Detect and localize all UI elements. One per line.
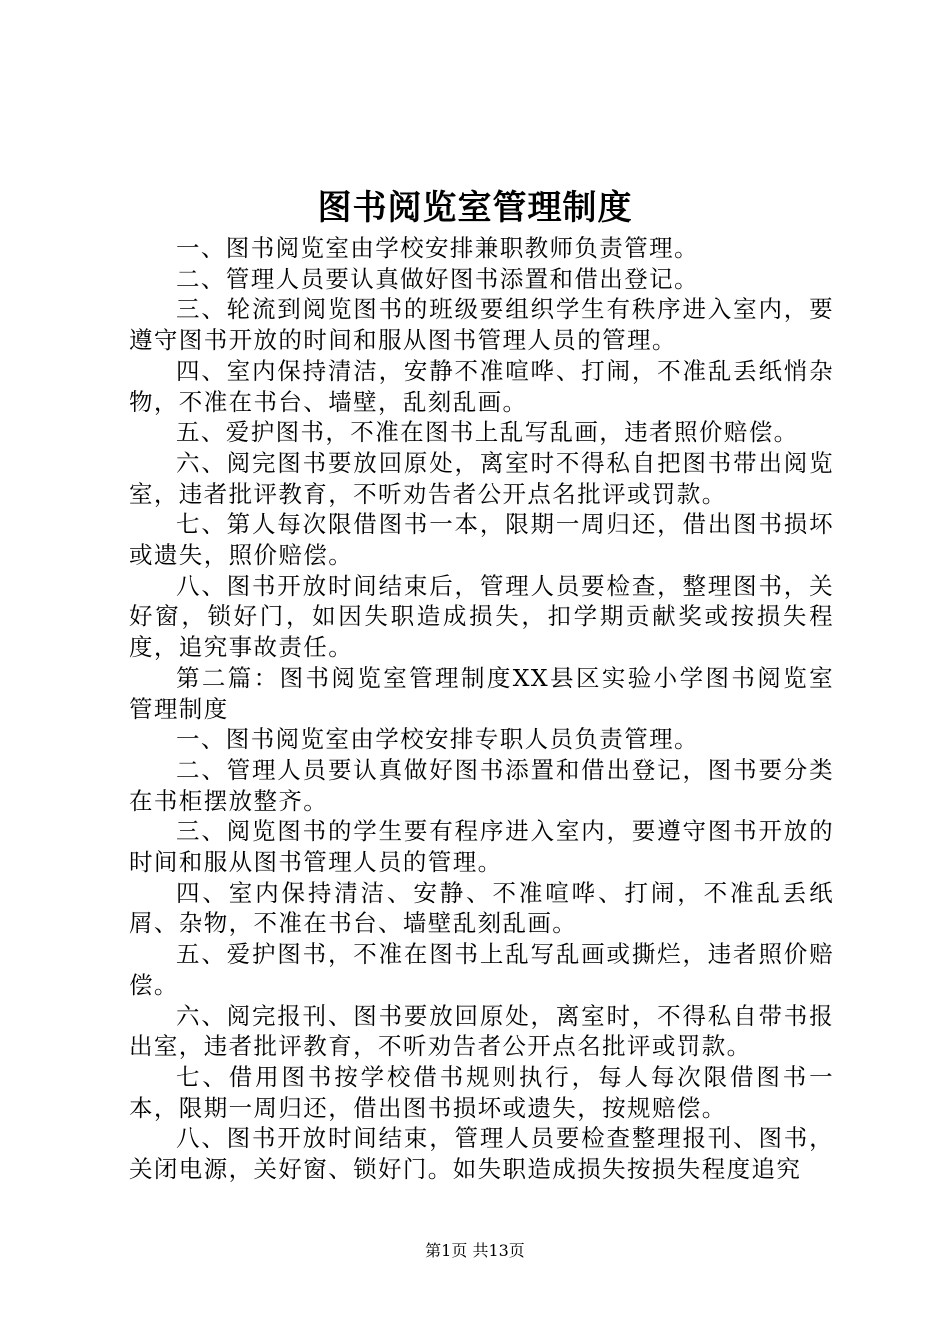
section-heading: 第二篇：图书阅览室管理制度XX县区实验小学图书阅览室管理制度: [129, 663, 834, 723]
paragraph: 四、室内保持清洁，安静不准喧哗、打闹，不准乱丢纸悄杂物，不准在书台、墙壁，乱刻乱画。: [129, 356, 834, 416]
paragraph: 五、爱护图书，不准在图书上乱写乱画或撕烂，违者照价赔偿。: [129, 940, 834, 999]
paragraph: 六、阅完图书要放回原处，离室时不得私自把图书带出阅览室，违者批评教育，不听劝告者公开点名批评或罚款。: [129, 448, 834, 508]
paragraph: 一、图书阅览室由学校安排兼职教师负责管理。: [176, 234, 699, 262]
paragraph: 七、借用图书按学校借书规则执行，每人每次限借图书一本，限期一周归还，借出图书损坏或遗失，按规赔偿。: [129, 1062, 834, 1122]
paragraph: 五、爱护图书，不准在图书上乱写乱画，违者照价赔偿。: [176, 418, 799, 447]
paragraph: 四、室内保持清洁、安静、不准喧哗、打闹，不准乱丢纸屑、杂物，不准在书台、墙壁乱刻乱画。: [129, 878, 834, 938]
paragraph: 三、轮流到阅览图书的班级要组织学生有秩序进入室内，要遵守图书开放的时间和服从图书管理人员的管理。: [129, 295, 834, 355]
paragraph: 八、图书开放时间结束后，管理人员要检查，整理图书，关好窗，锁好门，如因失职造成损失，扣学期贡献奖或按损失程度，追究事故责任。: [129, 571, 834, 662]
paragraph: 一、图书阅览室由学校安排专职人员负责管理。: [176, 725, 699, 754]
document-title: 图书阅览室管理制度: [317, 188, 633, 228]
paragraph: 二、管理人员要认真做好图书添置和借出登记，图书要分类在书柜摆放整齐。: [129, 755, 834, 815]
paragraph: 八、图书开放时间结束，管理人员要检查整理报刊、图书，关闭电源，关好窗、锁好门。如失职造成损失按损失程度追究: [129, 1124, 834, 1184]
paragraph: 七、第人每次限借图书一本，限期一周归还，借出图书损坏或遗失，照价赔偿。: [129, 510, 834, 570]
document-body: [129, 233, 834, 1185]
page-number-footer: 第1页 共13页: [425, 1241, 525, 1260]
paragraph: 六、阅完报刊、图书要放回原处，离室时，不得私自带书报出室，违者批评教育，不听劝告者公开点名批评或罚款。: [129, 1001, 834, 1061]
paragraph: 二、管理人员要认真做好图书添置和借出登记。: [176, 264, 699, 293]
paragraph: 三、阅览图书的学生要有程序进入室内，要遵守图书开放的时间和服从图书管理人员的管理。: [129, 817, 834, 877]
